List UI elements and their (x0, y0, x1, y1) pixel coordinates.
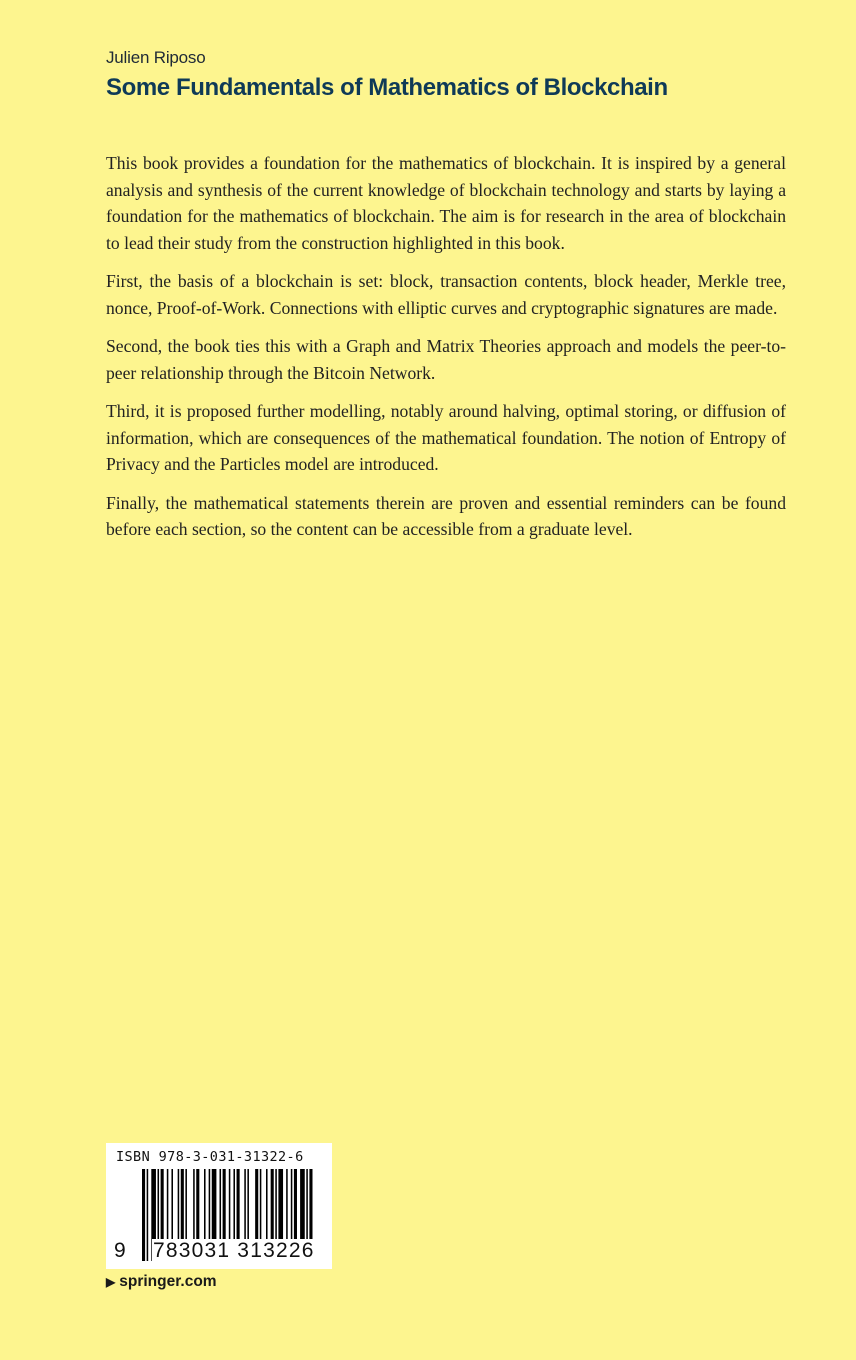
book-title: Some Fundamentals of Mathematics of Blockchain (106, 74, 668, 101)
blurb-text (106, 150, 786, 555)
publisher-url: springer.com (119, 1273, 217, 1290)
ean-rest-digits: 783031 313226 (153, 1239, 315, 1262)
blurb-paragraph: Third, it is proposed further modelling, notably around halving, optimal storing, or diffusion of information, which are consequences of the mathematical foundation. The notion of Entropy of Privacy and the Particles model are introduced. (106, 401, 786, 474)
isbn-number: ISBN 978-3-031-31322-6 (116, 1149, 304, 1165)
blurb-paragraph: First, the basis of a blockchain is set: block, transaction contents, block header, Merkle tree, nonce, Proof-of-Work. Connections with elliptic curves and cryptographic signatures are made. (106, 271, 786, 318)
play-arrow-icon: ▶ (106, 1275, 116, 1289)
isbn-barcode (106, 1143, 332, 1269)
author-name: Julien Riposo (106, 48, 206, 67)
ean-first-digit: 9 (114, 1239, 127, 1262)
blurb-paragraph: Second, the book ties this with a Graph and Matrix Theories approach and models the peer-to-peer relationship through the Bitcoin Network. (106, 336, 786, 383)
blurb-paragraph: Finally, the mathematical statements therein are proven and essential reminders can be found before each section, so the content can be accessible from a graduate level. (106, 492, 786, 539)
publisher-link[interactable] (106, 1273, 217, 1291)
blurb-paragraph: This book provides a foundation for the mathematics of blockchain. It is inspired by a general analysis and synthesis of the current knowledge of blockchain technology and starts by laying a foundation for the mathematics of blockchain. The aim is for research in the area of blockchain to lead their study from the construction highlighted in this book. (106, 153, 786, 253)
